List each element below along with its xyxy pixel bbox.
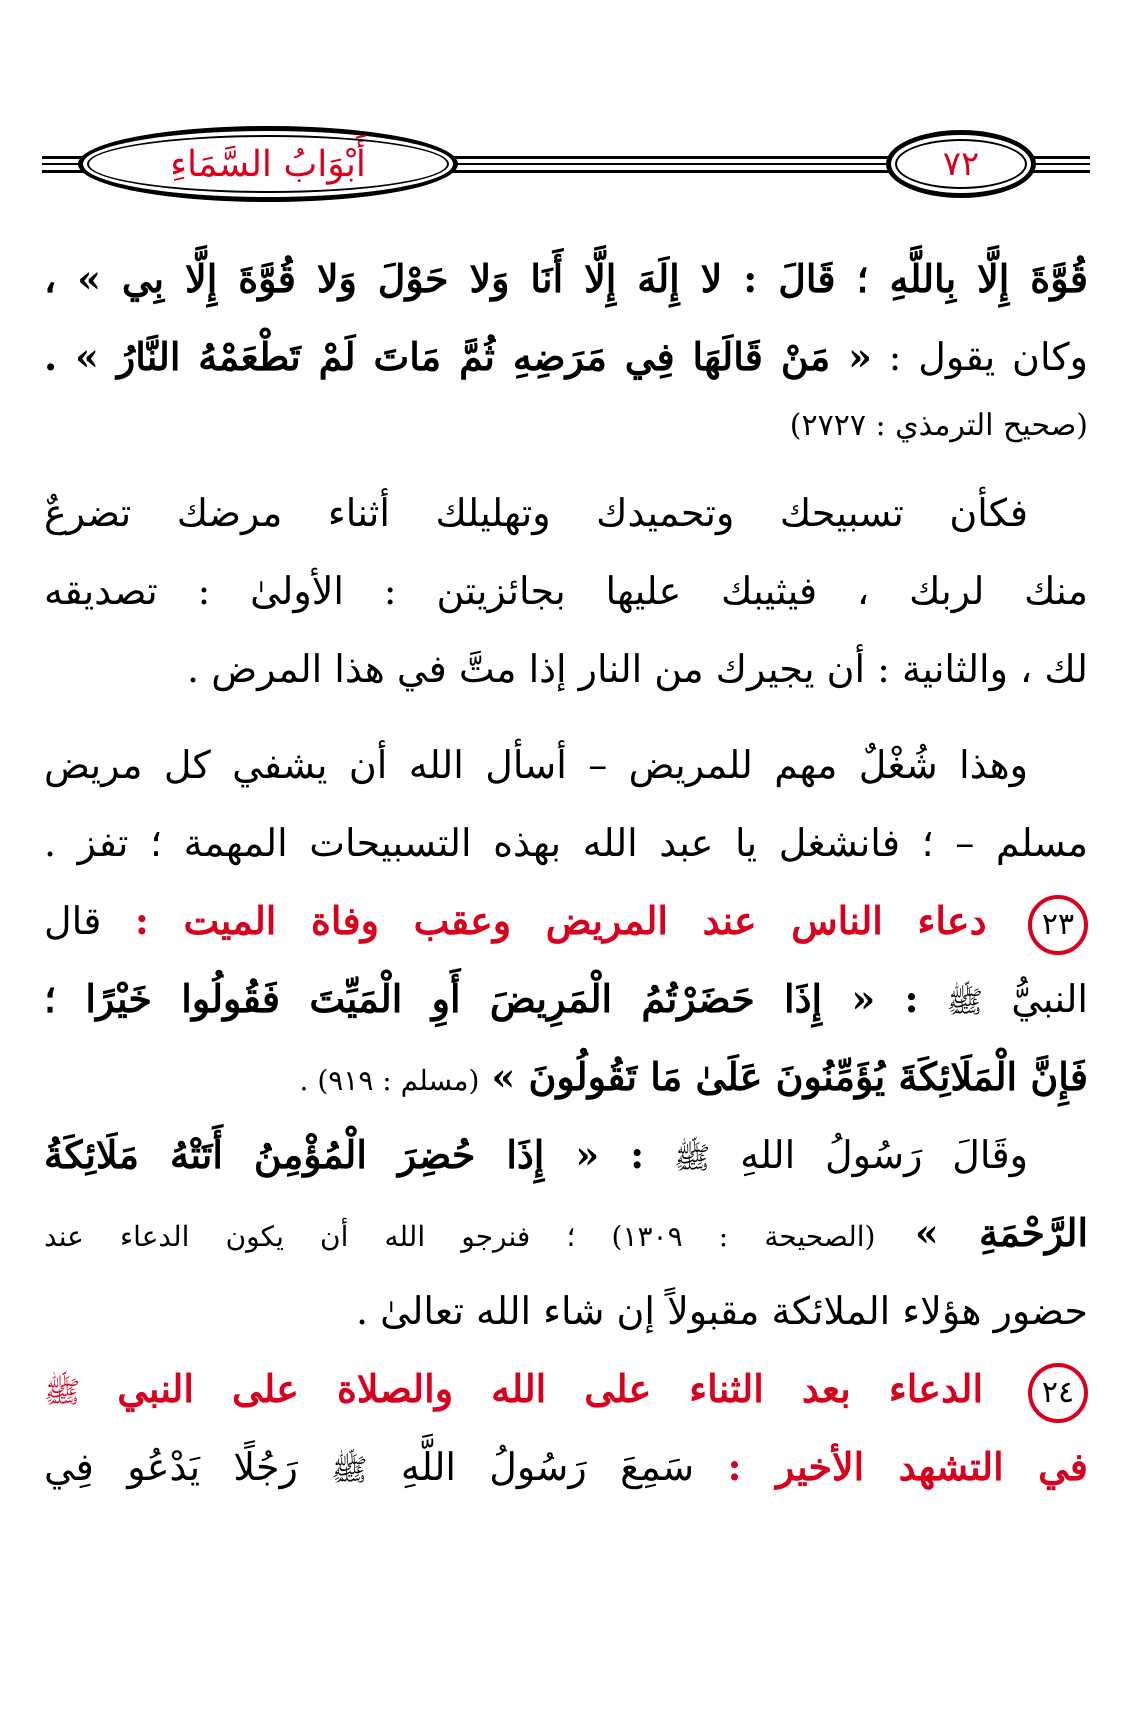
salutation-icon: ﷺ [331,1452,368,1488]
text-line [44,960,1088,1038]
paragraph-text: مسلم – ؛ فانشغل يا عبد الله بهذه التسبيحات المهمة ؛ تفز . [44,821,1088,865]
text-line [44,318,1088,396]
page-number-oval [886,130,1036,198]
narration-text: رَجُلًا يَدْعُو فِي [44,1445,298,1489]
narration-text: قال [44,899,102,943]
hadith-text: قُوَّةَ إِلَّا بِاللَّهِ ؛ قَالَ : لا إِلَهَ إِلَّا أَنَا وَلا حَوْلَ وَلا قُوَّةَ إِلَّا بِي » ، [44,256,1088,301]
text-line [44,552,1088,630]
salutation-icon: ﷺ [673,1140,711,1176]
salutation-icon: ﷺ [44,1374,81,1410]
narration-text: سَمِعَ رَسُولُ اللَّهِ [400,1445,695,1489]
text-line [44,240,1088,318]
hadith-text: فَإِنَّ الْمَلَائِكَةَ يُؤَمِّنُونَ عَلَىٰ مَا تَقُولُونَ » [491,1054,1088,1099]
narration-text: وقَالَ رَسُولُ اللهِ [740,1133,1028,1177]
paragraph-text: منك لربك ، فيثيبك عليها بجائزيتن : الأولىٰ : تصديقه [44,569,1088,613]
section-title: الدعاء بعد الثناء على الله والصلاة على النبي [117,1366,984,1411]
section-title-cont: في التشهد الأخير : [727,1444,1088,1489]
section-heading-23 [44,882,1088,960]
hadith-text: : « إِذَا حُضِرَ الْمُؤْمِنُ أَتَتْهُ مَلَائِكَةُ [44,1132,645,1177]
section-title: دعاء الناس عند المريض وعقب وفاة الميت : [134,898,987,943]
page-body [44,240,1088,1506]
hadith-text: الرَّحْمَةِ » [914,1210,1088,1255]
text-line [44,1272,1088,1350]
chapter-title: أَبْوَابُ السَّمَاءِ [170,143,366,185]
citation-and-text: (الصحيحة : ١٣٠٩) ؛ فنرجو الله أن يكون الدعاء عند [44,1220,876,1253]
section-number: ٢٤ [1028,1363,1088,1423]
citation: (صحيح الترمذي : ٢٧٢٧) [789,408,1088,443]
salutation-icon: ﷺ [946,984,984,1020]
paragraph-text: لك ، والثانية : أن يجيرك من النار إذا متَّ في هذا المرض . [187,647,1088,691]
section-heading-24 [44,1350,1088,1428]
text-line [44,396,1088,456]
page-number: ٧٢ [942,144,980,184]
text-line [44,1194,1088,1272]
text-line [44,1038,1088,1116]
paragraph-text: فكأن تسبيحك وتحميدك وتهليلك أثناء مرضك تضرعٌ [44,491,1028,535]
page-header [0,120,1132,208]
citation: (مسلم : ٩١٩) . [299,1064,480,1097]
paragraph-text: حضور هؤلاء الملائكة مقبولاً إن شاء الله تعالىٰ . [356,1289,1088,1333]
text-line [44,1428,1088,1506]
paragraph-text: وهذا شُغْلٌ مهم للمريض – أسأل الله أن يشفي كل مريض [44,743,1028,787]
hadith-text: « مَنْ قَالَهَا فِي مَرَضِهِ ثُمَّ مَاتَ لَمْ تَطْعَمْهُ النَّارُ » . [44,334,872,379]
narration-text: وكان يقول : [888,335,1088,379]
text-line [44,630,1088,708]
text-line [44,804,1088,882]
text-line [44,1116,1088,1194]
narration-text: النبيُّ [1011,977,1088,1021]
chapter-title-oval [78,126,458,202]
section-number: ٢٣ [1028,895,1088,955]
hadith-text: : « إِذَا حَضَرْتُمُ الْمَرِيضَ أَوِ الْمَيِّتَ فَقُولُوا خَيْرًا ؛ [44,976,919,1021]
text-line [44,726,1088,804]
text-line [44,474,1088,552]
